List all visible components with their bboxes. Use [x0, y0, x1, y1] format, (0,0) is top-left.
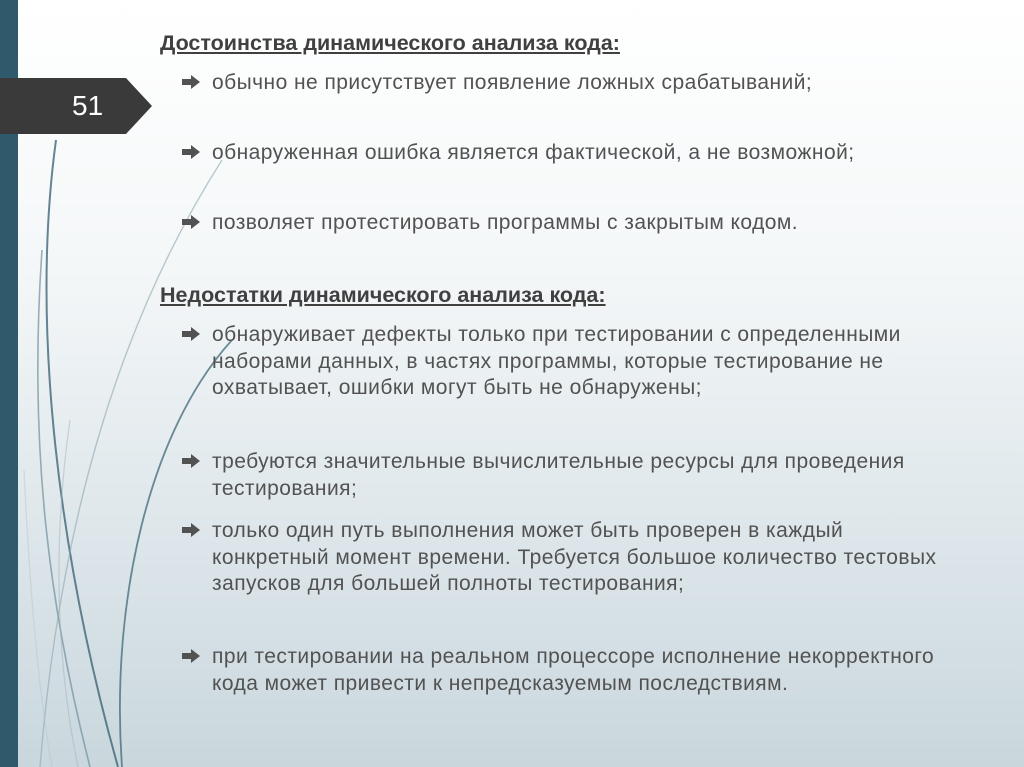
bullet-text: обычно не присутствует появление ложных срабатываний;: [212, 71, 813, 94]
bullet-text: обнаруженная ошибка является фактической, а не возможной;: [212, 141, 855, 164]
bullet-text: позволяет протестировать программы с закрытым кодом.: [212, 211, 799, 234]
list-item: [212, 210, 952, 237]
advantages-heading: Достоинства динамического анализа кода:: [160, 31, 620, 55]
bullet-text: обнаруживает дефекты только при тестировании с определенными наборами данных, в частях программы, которые тестирование не охватывает, ошибки могут быть не обнаружены;: [212, 323, 901, 400]
right-arrow-icon: [182, 75, 200, 89]
list-item: [212, 644, 952, 697]
bullet-text: при тестировании на реальном процессоре исполнение некорректного кода может привести к непредсказуемым последствиям.: [212, 645, 935, 695]
list-item: [212, 518, 952, 598]
right-arrow-icon: [182, 454, 200, 468]
right-arrow-icon: [182, 145, 200, 159]
list-item: [212, 449, 952, 502]
disadvantages-heading: Недостатки динамического анализа кода:: [160, 283, 606, 307]
right-arrow-icon: [182, 327, 200, 341]
slide-number: 51: [72, 90, 104, 121]
list-item: [212, 70, 952, 97]
bullet-text: требуются значительные вычислительные ресурсы для проведения тестирования;: [212, 450, 905, 500]
list-item: [212, 140, 952, 167]
right-arrow-icon: [182, 523, 200, 537]
bullet-text: только один путь выполнения может быть проверен в каждый конкретный момент времени. Требуется большое количество тестовых запусков для большей полноты тестирования;: [212, 519, 937, 596]
right-arrow-icon: [182, 215, 200, 229]
list-item: [212, 322, 952, 402]
slide-number-tab: [0, 78, 152, 134]
right-arrow-icon: [182, 649, 200, 663]
